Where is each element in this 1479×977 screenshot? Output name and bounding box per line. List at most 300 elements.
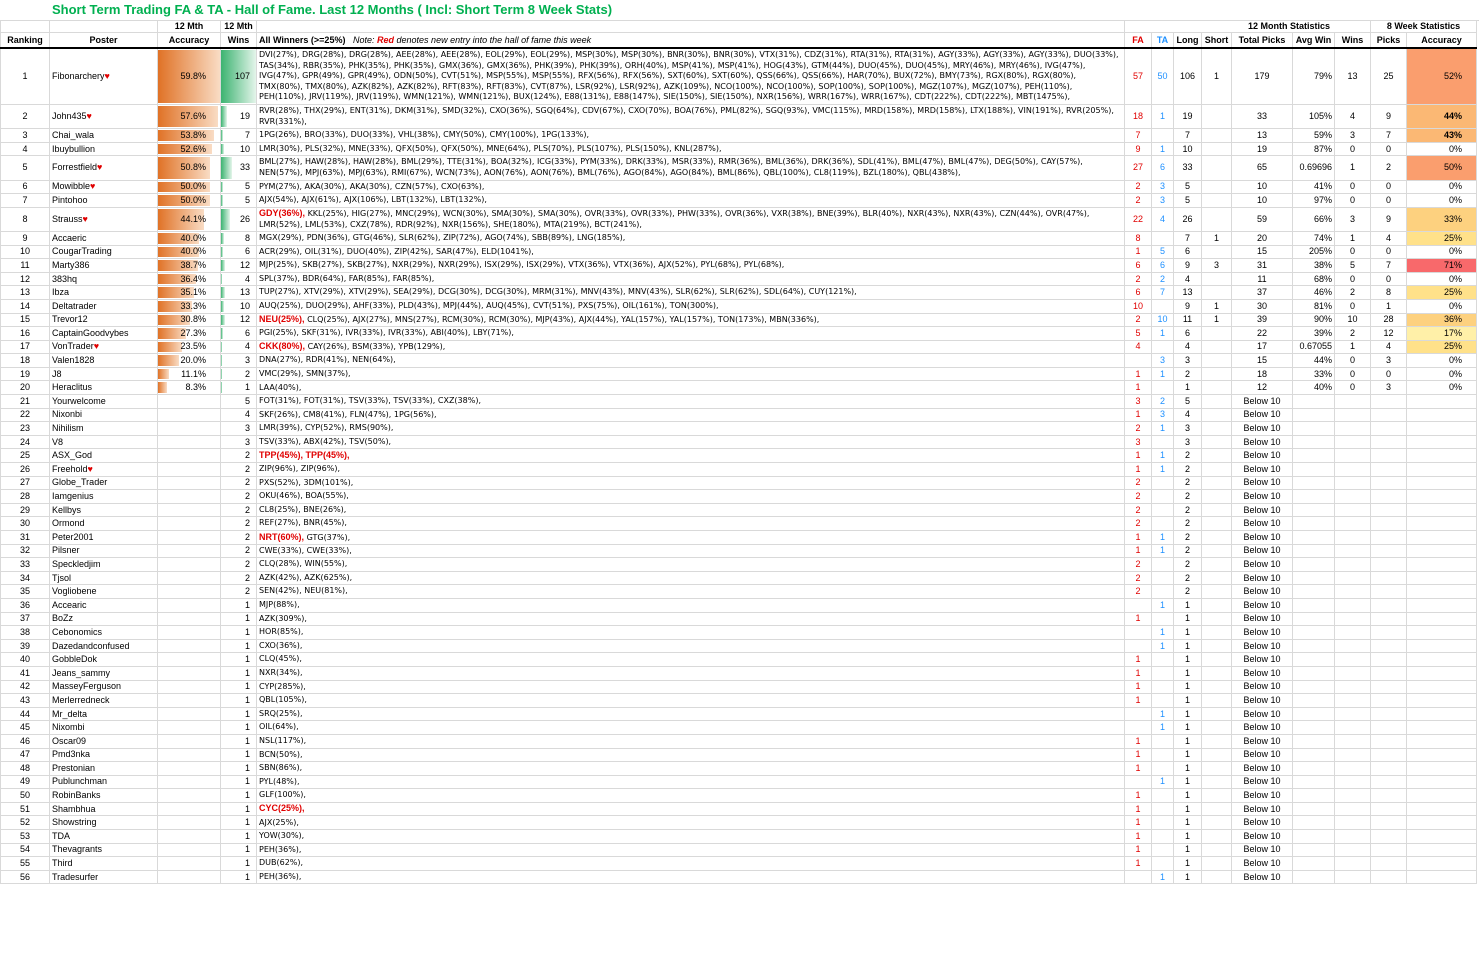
- w8-wins-cell[interactable]: [1335, 395, 1371, 409]
- total-picks-cell[interactable]: Below 10: [1232, 789, 1293, 803]
- avg-win-cell[interactable]: [1293, 585, 1335, 599]
- table-row[interactable]: [1, 680, 1477, 694]
- winners-cell[interactable]: [257, 207, 1125, 231]
- short-cell[interactable]: [1202, 666, 1232, 680]
- accuracy-cell[interactable]: [158, 830, 221, 844]
- w8-wins-cell[interactable]: 3: [1335, 207, 1371, 231]
- w8-accuracy-cell[interactable]: 25%: [1407, 231, 1477, 245]
- poster-cell[interactable]: [50, 598, 158, 612]
- rank-cell[interactable]: 15: [1, 313, 50, 327]
- accuracy-cell[interactable]: [158, 476, 221, 490]
- short-cell[interactable]: [1202, 156, 1232, 180]
- fa-cell[interactable]: 1: [1125, 612, 1152, 626]
- avg-win-cell[interactable]: [1293, 626, 1335, 640]
- avg-win-cell[interactable]: [1293, 734, 1335, 748]
- short-cell[interactable]: [1202, 598, 1232, 612]
- rank-cell[interactable]: 12: [1, 272, 50, 286]
- w8-accuracy-cell[interactable]: [1407, 422, 1477, 436]
- short-cell[interactable]: [1202, 734, 1232, 748]
- winners-cell[interactable]: [257, 354, 1125, 368]
- table-row[interactable]: [1, 802, 1477, 816]
- ta-cell[interactable]: 6: [1152, 259, 1174, 273]
- total-picks-cell[interactable]: Below 10: [1232, 490, 1293, 504]
- accuracy-cell[interactable]: [158, 490, 221, 504]
- winners-cell[interactable]: [257, 762, 1125, 776]
- w8-wins-cell[interactable]: 13: [1335, 48, 1371, 105]
- fa-cell[interactable]: [1125, 707, 1152, 721]
- winners-cell[interactable]: [257, 180, 1125, 194]
- wins-cell[interactable]: [221, 449, 257, 463]
- w8-picks-cell[interactable]: [1371, 490, 1407, 504]
- wins-cell[interactable]: [221, 639, 257, 653]
- poster-cell[interactable]: [50, 272, 158, 286]
- accuracy-cell[interactable]: [158, 395, 221, 409]
- ta-cell[interactable]: 3: [1152, 354, 1174, 368]
- w8-accuracy-cell[interactable]: 0%: [1407, 245, 1477, 259]
- total-picks-cell[interactable]: 15: [1232, 354, 1293, 368]
- rank-cell[interactable]: 11: [1, 259, 50, 273]
- w8-picks-cell[interactable]: [1371, 721, 1407, 735]
- winners-cell[interactable]: [257, 857, 1125, 871]
- header-short[interactable]: Short: [1202, 33, 1232, 49]
- accuracy-cell[interactable]: [158, 408, 221, 422]
- poster-cell[interactable]: [50, 748, 158, 762]
- w8-picks-cell[interactable]: [1371, 558, 1407, 572]
- fa-cell[interactable]: 3: [1125, 435, 1152, 449]
- ta-cell[interactable]: 1: [1152, 327, 1174, 341]
- table-row[interactable]: [1, 571, 1477, 585]
- long-cell[interactable]: 1: [1174, 639, 1202, 653]
- w8-picks-cell[interactable]: [1371, 857, 1407, 871]
- long-cell[interactable]: 2: [1174, 463, 1202, 477]
- w8-wins-cell[interactable]: [1335, 503, 1371, 517]
- wins-cell[interactable]: [221, 680, 257, 694]
- avg-win-cell[interactable]: 97%: [1293, 194, 1335, 208]
- w8-wins-cell[interactable]: 4: [1335, 105, 1371, 129]
- fa-cell[interactable]: 2: [1125, 194, 1152, 208]
- table-row[interactable]: [1, 463, 1477, 477]
- w8-wins-cell[interactable]: 0: [1335, 194, 1371, 208]
- w8-picks-cell[interactable]: 0: [1371, 194, 1407, 208]
- poster-cell[interactable]: [50, 653, 158, 667]
- w8-picks-cell[interactable]: 3: [1371, 381, 1407, 395]
- w8-accuracy-cell[interactable]: [1407, 585, 1477, 599]
- w8-accuracy-cell[interactable]: 71%: [1407, 259, 1477, 273]
- avg-win-cell[interactable]: [1293, 666, 1335, 680]
- accuracy-cell[interactable]: [158, 789, 221, 803]
- w8-accuracy-cell[interactable]: [1407, 762, 1477, 776]
- short-cell[interactable]: [1202, 381, 1232, 395]
- wins-cell[interactable]: [221, 734, 257, 748]
- accuracy-cell[interactable]: [158, 707, 221, 721]
- fa-cell[interactable]: 9: [1125, 142, 1152, 156]
- w8-wins-cell[interactable]: 0: [1335, 180, 1371, 194]
- accuracy-cell[interactable]: [158, 857, 221, 871]
- accuracy-cell[interactable]: [158, 156, 221, 180]
- long-cell[interactable]: 5: [1174, 194, 1202, 208]
- total-picks-cell[interactable]: Below 10: [1232, 721, 1293, 735]
- total-picks-cell[interactable]: Below 10: [1232, 680, 1293, 694]
- w8-wins-cell[interactable]: 0: [1335, 354, 1371, 368]
- poster-cell[interactable]: [50, 666, 158, 680]
- table-row[interactable]: [1, 490, 1477, 504]
- total-picks-cell[interactable]: 59: [1232, 207, 1293, 231]
- poster-cell[interactable]: [50, 870, 158, 884]
- w8-wins-cell[interactable]: [1335, 449, 1371, 463]
- w8-accuracy-cell[interactable]: [1407, 544, 1477, 558]
- fa-cell[interactable]: 2: [1125, 422, 1152, 436]
- short-cell[interactable]: [1202, 490, 1232, 504]
- short-cell[interactable]: [1202, 129, 1232, 143]
- ta-cell[interactable]: [1152, 558, 1174, 572]
- winners-cell[interactable]: [257, 340, 1125, 354]
- ta-cell[interactable]: [1152, 476, 1174, 490]
- ta-cell[interactable]: 1: [1152, 142, 1174, 156]
- avg-win-cell[interactable]: [1293, 748, 1335, 762]
- poster-cell[interactable]: [50, 857, 158, 871]
- long-cell[interactable]: 2: [1174, 558, 1202, 572]
- avg-win-cell[interactable]: [1293, 490, 1335, 504]
- ta-cell[interactable]: [1152, 585, 1174, 599]
- header-8w-accuracy[interactable]: Accuracy: [1407, 33, 1477, 49]
- avg-win-cell[interactable]: 0.67055: [1293, 340, 1335, 354]
- w8-wins-cell[interactable]: [1335, 707, 1371, 721]
- fa-cell[interactable]: 1: [1125, 653, 1152, 667]
- w8-wins-cell[interactable]: 10: [1335, 313, 1371, 327]
- ta-cell[interactable]: [1152, 129, 1174, 143]
- avg-win-cell[interactable]: [1293, 476, 1335, 490]
- w8-accuracy-cell[interactable]: [1407, 857, 1477, 871]
- total-picks-cell[interactable]: Below 10: [1232, 449, 1293, 463]
- w8-accuracy-cell[interactable]: [1407, 734, 1477, 748]
- ta-cell[interactable]: [1152, 490, 1174, 504]
- wins-cell[interactable]: [221, 422, 257, 436]
- rank-cell[interactable]: 40: [1, 653, 50, 667]
- w8-accuracy-cell[interactable]: 0%: [1407, 180, 1477, 194]
- w8-picks-cell[interactable]: [1371, 517, 1407, 531]
- fa-cell[interactable]: 1: [1125, 816, 1152, 830]
- fa-cell[interactable]: [1125, 639, 1152, 653]
- ta-cell[interactable]: 7: [1152, 286, 1174, 300]
- total-picks-cell[interactable]: Below 10: [1232, 816, 1293, 830]
- table-row[interactable]: [1, 286, 1477, 300]
- avg-win-cell[interactable]: [1293, 531, 1335, 545]
- total-picks-cell[interactable]: Below 10: [1232, 694, 1293, 708]
- w8-accuracy-cell[interactable]: 25%: [1407, 286, 1477, 300]
- w8-wins-cell[interactable]: [1335, 585, 1371, 599]
- rank-cell[interactable]: 48: [1, 762, 50, 776]
- ta-cell[interactable]: 1: [1152, 598, 1174, 612]
- table-row[interactable]: [1, 354, 1477, 368]
- w8-picks-cell[interactable]: [1371, 870, 1407, 884]
- long-cell[interactable]: 33: [1174, 156, 1202, 180]
- accuracy-cell[interactable]: [158, 626, 221, 640]
- poster-cell[interactable]: [50, 259, 158, 273]
- total-picks-cell[interactable]: Below 10: [1232, 544, 1293, 558]
- short-cell[interactable]: 1: [1202, 299, 1232, 313]
- long-cell[interactable]: 106: [1174, 48, 1202, 105]
- long-cell[interactable]: 2: [1174, 367, 1202, 381]
- w8-wins-cell[interactable]: 0: [1335, 299, 1371, 313]
- winners-cell[interactable]: [257, 558, 1125, 572]
- poster-cell[interactable]: [50, 449, 158, 463]
- poster-cell[interactable]: [50, 721, 158, 735]
- w8-picks-cell[interactable]: [1371, 476, 1407, 490]
- winners-cell[interactable]: [257, 142, 1125, 156]
- winners-cell[interactable]: [257, 476, 1125, 490]
- rank-cell[interactable]: 49: [1, 775, 50, 789]
- total-picks-cell[interactable]: 19: [1232, 142, 1293, 156]
- ta-cell[interactable]: [1152, 816, 1174, 830]
- long-cell[interactable]: 3: [1174, 435, 1202, 449]
- w8-wins-cell[interactable]: [1335, 762, 1371, 776]
- wins-cell[interactable]: [221, 585, 257, 599]
- header-ranking[interactable]: Ranking: [1, 33, 50, 49]
- w8-accuracy-cell[interactable]: [1407, 558, 1477, 572]
- w8-wins-cell[interactable]: [1335, 870, 1371, 884]
- ta-cell[interactable]: 1: [1152, 105, 1174, 129]
- winners-cell[interactable]: [257, 517, 1125, 531]
- wins-cell[interactable]: [221, 544, 257, 558]
- total-picks-cell[interactable]: Below 10: [1232, 395, 1293, 409]
- total-picks-cell[interactable]: 18: [1232, 367, 1293, 381]
- w8-accuracy-cell[interactable]: [1407, 816, 1477, 830]
- total-picks-cell[interactable]: Below 10: [1232, 517, 1293, 531]
- w8-wins-cell[interactable]: 0: [1335, 142, 1371, 156]
- total-picks-cell[interactable]: Below 10: [1232, 408, 1293, 422]
- avg-win-cell[interactable]: [1293, 762, 1335, 776]
- rank-cell[interactable]: 4: [1, 142, 50, 156]
- avg-win-cell[interactable]: [1293, 598, 1335, 612]
- rank-cell[interactable]: 26: [1, 463, 50, 477]
- rank-cell[interactable]: 13: [1, 286, 50, 300]
- accuracy-cell[interactable]: [158, 816, 221, 830]
- long-cell[interactable]: 3: [1174, 422, 1202, 436]
- accuracy-cell[interactable]: [158, 245, 221, 259]
- avg-win-cell[interactable]: [1293, 653, 1335, 667]
- accuracy-cell[interactable]: [158, 259, 221, 273]
- total-picks-cell[interactable]: Below 10: [1232, 626, 1293, 640]
- long-cell[interactable]: 10: [1174, 142, 1202, 156]
- long-cell[interactable]: 5: [1174, 180, 1202, 194]
- wins-cell[interactable]: [221, 517, 257, 531]
- w8-picks-cell[interactable]: 4: [1371, 340, 1407, 354]
- table-row[interactable]: [1, 435, 1477, 449]
- winners-cell[interactable]: [257, 680, 1125, 694]
- table-row[interactable]: [1, 340, 1477, 354]
- poster-cell[interactable]: [50, 156, 158, 180]
- table-row[interactable]: [1, 367, 1477, 381]
- poster-cell[interactable]: [50, 327, 158, 341]
- w8-accuracy-cell[interactable]: [1407, 626, 1477, 640]
- short-cell[interactable]: [1202, 748, 1232, 762]
- poster-cell[interactable]: [50, 207, 158, 231]
- winners-cell[interactable]: [257, 598, 1125, 612]
- winners-cell[interactable]: [257, 435, 1125, 449]
- long-cell[interactable]: 4: [1174, 272, 1202, 286]
- w8-accuracy-cell[interactable]: [1407, 571, 1477, 585]
- winners-cell[interactable]: [257, 653, 1125, 667]
- winners-cell[interactable]: [257, 503, 1125, 517]
- w8-accuracy-cell[interactable]: [1407, 870, 1477, 884]
- rank-cell[interactable]: 16: [1, 327, 50, 341]
- winners-cell[interactable]: [257, 734, 1125, 748]
- avg-win-cell[interactable]: [1293, 843, 1335, 857]
- total-picks-cell[interactable]: 31: [1232, 259, 1293, 273]
- long-cell[interactable]: 19: [1174, 105, 1202, 129]
- w8-picks-cell[interactable]: [1371, 694, 1407, 708]
- w8-accuracy-cell[interactable]: 36%: [1407, 313, 1477, 327]
- avg-win-cell[interactable]: [1293, 789, 1335, 803]
- accuracy-cell[interactable]: [158, 207, 221, 231]
- avg-win-cell[interactable]: 41%: [1293, 180, 1335, 194]
- rank-cell[interactable]: 24: [1, 435, 50, 449]
- w8-wins-cell[interactable]: [1335, 408, 1371, 422]
- short-cell[interactable]: [1202, 105, 1232, 129]
- avg-win-cell[interactable]: [1293, 830, 1335, 844]
- wins-cell[interactable]: [221, 463, 257, 477]
- rank-cell[interactable]: 2: [1, 105, 50, 129]
- rank-cell[interactable]: 31: [1, 531, 50, 545]
- wins-cell[interactable]: [221, 299, 257, 313]
- rank-cell[interactable]: 35: [1, 585, 50, 599]
- fa-cell[interactable]: 1: [1125, 734, 1152, 748]
- wins-cell[interactable]: [221, 105, 257, 129]
- avg-win-cell[interactable]: 40%: [1293, 381, 1335, 395]
- ta-cell[interactable]: [1152, 789, 1174, 803]
- ta-cell[interactable]: [1152, 299, 1174, 313]
- accuracy-cell[interactable]: [158, 721, 221, 735]
- rank-cell[interactable]: 21: [1, 395, 50, 409]
- short-cell[interactable]: [1202, 857, 1232, 871]
- long-cell[interactable]: 4: [1174, 340, 1202, 354]
- long-cell[interactable]: 2: [1174, 517, 1202, 531]
- accuracy-cell[interactable]: [158, 762, 221, 776]
- total-picks-cell[interactable]: 22: [1232, 327, 1293, 341]
- avg-win-cell[interactable]: 33%: [1293, 367, 1335, 381]
- fa-cell[interactable]: [1125, 775, 1152, 789]
- avg-win-cell[interactable]: 46%: [1293, 286, 1335, 300]
- w8-picks-cell[interactable]: [1371, 830, 1407, 844]
- w8-picks-cell[interactable]: [1371, 598, 1407, 612]
- fa-cell[interactable]: 1: [1125, 843, 1152, 857]
- w8-picks-cell[interactable]: [1371, 816, 1407, 830]
- accuracy-cell[interactable]: [158, 802, 221, 816]
- ta-cell[interactable]: [1152, 680, 1174, 694]
- w8-accuracy-cell[interactable]: 52%: [1407, 48, 1477, 105]
- poster-cell[interactable]: [50, 775, 158, 789]
- avg-win-cell[interactable]: 74%: [1293, 231, 1335, 245]
- ta-cell[interactable]: [1152, 653, 1174, 667]
- fa-cell[interactable]: 1: [1125, 802, 1152, 816]
- long-cell[interactable]: 13: [1174, 286, 1202, 300]
- header-long[interactable]: Long: [1174, 33, 1202, 49]
- accuracy-cell[interactable]: [158, 286, 221, 300]
- short-cell[interactable]: 1: [1202, 48, 1232, 105]
- winners-cell[interactable]: [257, 286, 1125, 300]
- short-cell[interactable]: [1202, 870, 1232, 884]
- wins-cell[interactable]: [221, 707, 257, 721]
- accuracy-cell[interactable]: [158, 558, 221, 572]
- rank-cell[interactable]: 56: [1, 870, 50, 884]
- w8-picks-cell[interactable]: 4: [1371, 231, 1407, 245]
- long-cell[interactable]: 1: [1174, 734, 1202, 748]
- w8-accuracy-cell[interactable]: [1407, 802, 1477, 816]
- total-picks-cell[interactable]: Below 10: [1232, 503, 1293, 517]
- long-cell[interactable]: 5: [1174, 395, 1202, 409]
- accuracy-cell[interactable]: [158, 299, 221, 313]
- rank-cell[interactable]: 36: [1, 598, 50, 612]
- avg-win-cell[interactable]: [1293, 435, 1335, 449]
- long-cell[interactable]: 1: [1174, 748, 1202, 762]
- fa-cell[interactable]: 1: [1125, 544, 1152, 558]
- winners-cell[interactable]: [257, 721, 1125, 735]
- long-cell[interactable]: 1: [1174, 762, 1202, 776]
- long-cell[interactable]: 4: [1174, 408, 1202, 422]
- long-cell[interactable]: 1: [1174, 653, 1202, 667]
- ta-cell[interactable]: 1: [1152, 449, 1174, 463]
- ta-cell[interactable]: 1: [1152, 870, 1174, 884]
- wins-cell[interactable]: [221, 762, 257, 776]
- winners-cell[interactable]: [257, 463, 1125, 477]
- poster-cell[interactable]: [50, 245, 158, 259]
- total-picks-cell[interactable]: 12: [1232, 381, 1293, 395]
- accuracy-cell[interactable]: [158, 639, 221, 653]
- poster-cell[interactable]: [50, 816, 158, 830]
- ta-cell[interactable]: [1152, 830, 1174, 844]
- w8-picks-cell[interactable]: 25: [1371, 48, 1407, 105]
- long-cell[interactable]: 1: [1174, 666, 1202, 680]
- rank-cell[interactable]: 25: [1, 449, 50, 463]
- ta-cell[interactable]: [1152, 857, 1174, 871]
- ta-cell[interactable]: 1: [1152, 626, 1174, 640]
- w8-wins-cell[interactable]: [1335, 830, 1371, 844]
- w8-picks-cell[interactable]: [1371, 585, 1407, 599]
- w8-wins-cell[interactable]: [1335, 857, 1371, 871]
- winners-cell[interactable]: [257, 422, 1125, 436]
- w8-accuracy-cell[interactable]: [1407, 694, 1477, 708]
- wins-cell[interactable]: [221, 435, 257, 449]
- rank-cell[interactable]: 5: [1, 156, 50, 180]
- total-picks-cell[interactable]: Below 10: [1232, 762, 1293, 776]
- avg-win-cell[interactable]: 39%: [1293, 327, 1335, 341]
- avg-win-cell[interactable]: 105%: [1293, 105, 1335, 129]
- long-cell[interactable]: 2: [1174, 449, 1202, 463]
- long-cell[interactable]: 7: [1174, 231, 1202, 245]
- total-picks-cell[interactable]: Below 10: [1232, 666, 1293, 680]
- ta-cell[interactable]: [1152, 517, 1174, 531]
- table-row[interactable]: [1, 626, 1477, 640]
- fa-cell[interactable]: 1: [1125, 408, 1152, 422]
- winners-cell[interactable]: [257, 666, 1125, 680]
- w8-wins-cell[interactable]: [1335, 680, 1371, 694]
- poster-cell[interactable]: [50, 531, 158, 545]
- avg-win-cell[interactable]: [1293, 680, 1335, 694]
- fa-cell[interactable]: 10: [1125, 299, 1152, 313]
- poster-cell[interactable]: [50, 367, 158, 381]
- w8-picks-cell[interactable]: [1371, 531, 1407, 545]
- total-picks-cell[interactable]: Below 10: [1232, 748, 1293, 762]
- long-cell[interactable]: 1: [1174, 802, 1202, 816]
- avg-win-cell[interactable]: 79%: [1293, 48, 1335, 105]
- w8-accuracy-cell[interactable]: [1407, 843, 1477, 857]
- fa-cell[interactable]: 1: [1125, 748, 1152, 762]
- table-row[interactable]: [1, 734, 1477, 748]
- w8-wins-cell[interactable]: [1335, 843, 1371, 857]
- table-row[interactable]: [1, 207, 1477, 231]
- rank-cell[interactable]: 53: [1, 830, 50, 844]
- rank-cell[interactable]: 45: [1, 721, 50, 735]
